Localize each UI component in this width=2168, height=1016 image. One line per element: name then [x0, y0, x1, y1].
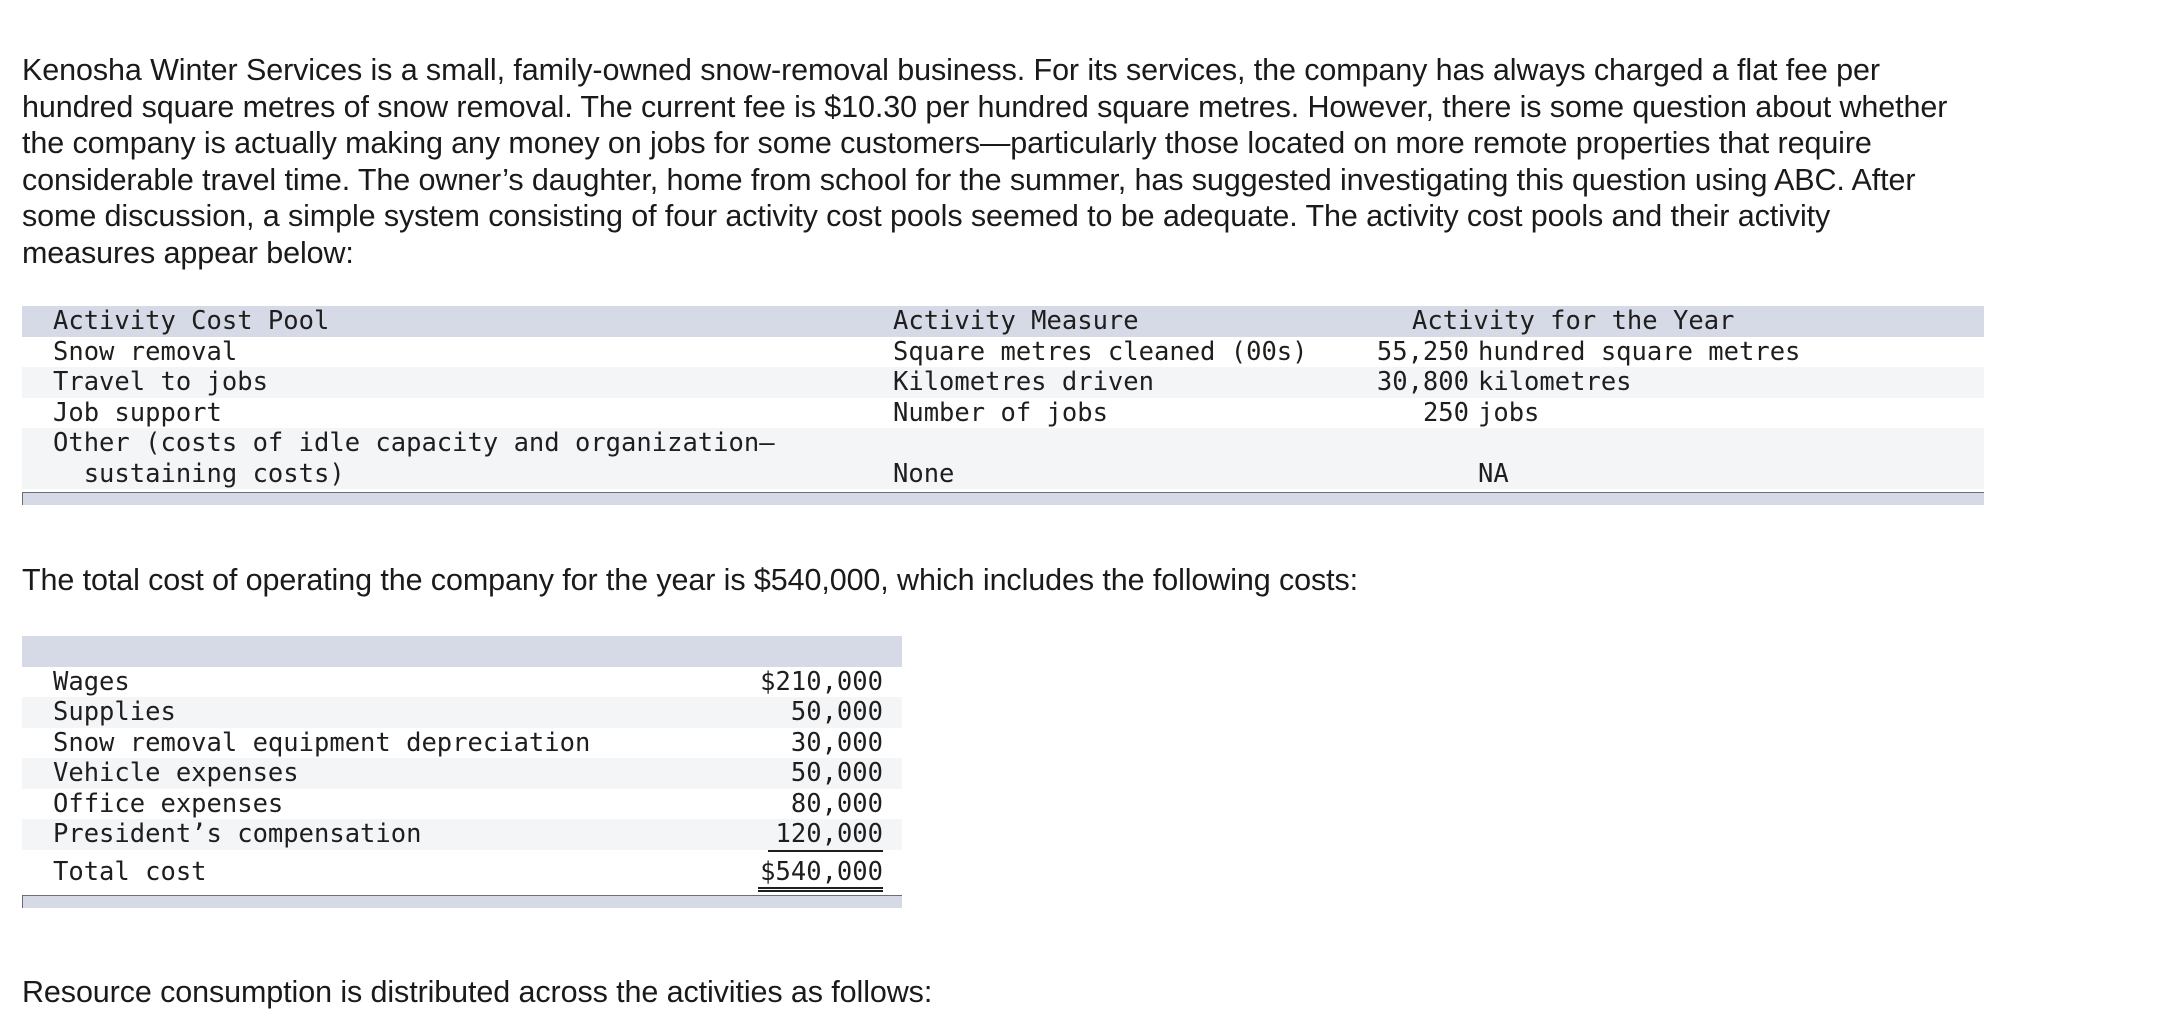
table-header-row	[22, 636, 902, 667]
table-row	[22, 337, 1984, 368]
activity-table	[22, 306, 1984, 489]
cost-value: 30,000	[790, 727, 883, 758]
activity-value: NA	[1478, 458, 1509, 489]
table-row	[22, 697, 902, 728]
cost-label: Office expenses	[53, 788, 284, 819]
pool-name: Travel to jobs	[53, 367, 268, 397]
table-row	[22, 398, 1984, 429]
pool-name: Job support	[53, 397, 222, 428]
table-row	[22, 728, 902, 759]
activity-measure: Square metres cleaned (00s)	[893, 336, 1308, 367]
table-footer-bar	[22, 492, 1984, 505]
activity-value: 55,250	[1376, 336, 1469, 367]
cost-value: $210,000	[760, 666, 883, 697]
total-value: $540,000	[758, 857, 883, 893]
pool-name: Snow removal	[53, 336, 238, 367]
total-label: Total cost	[53, 856, 207, 887]
cost-value: 120,000	[768, 819, 883, 852]
activity-measure: None	[893, 458, 955, 489]
cost-value: 80,000	[790, 788, 883, 819]
header-activity-for-year: Activity for the Year	[1412, 306, 1735, 336]
table-footer-bar	[22, 895, 902, 908]
cost-label: Vehicle expenses	[53, 758, 299, 788]
activity-value: 30,800	[1376, 367, 1469, 397]
table-row	[22, 367, 1984, 398]
header-activity-measure: Activity Measure	[893, 306, 1139, 336]
activity-unit: jobs	[1478, 397, 1540, 428]
table-row	[22, 428, 1984, 489]
total-row	[22, 850, 902, 888]
activity-unit: kilometres	[1478, 367, 1632, 397]
cost-value: 50,000	[790, 697, 883, 727]
resource-consumption-text: Resource consumption is distributed across the activities as follows:	[22, 975, 933, 1009]
table-row	[22, 819, 902, 850]
table-row	[22, 789, 902, 820]
cost-label: Wages	[53, 666, 130, 697]
pool-name-line1: Other (costs of idle capacity and organization–	[53, 428, 775, 458]
pool-name-line2: sustaining costs)	[53, 458, 345, 489]
table-row	[22, 758, 902, 789]
activity-measure: Number of jobs	[893, 397, 1108, 428]
table-header-row	[22, 306, 1984, 337]
cost-table	[22, 636, 902, 888]
table-row	[22, 667, 902, 698]
cost-label: Supplies	[53, 697, 176, 727]
activity-unit: hundred square metres	[1478, 336, 1801, 367]
cost-value: 50,000	[790, 758, 883, 788]
cost-label: Snow removal equipment depreciation	[53, 727, 591, 758]
cost-label: President’s compensation	[53, 819, 422, 849]
cost-intro-text: The total cost of operating the company for the year is $540,000, which includes the following costs:	[22, 563, 1359, 597]
activity-measure: Kilometres driven	[893, 367, 1154, 397]
header-activity-cost-pool: Activity Cost Pool	[53, 306, 330, 336]
intro-paragraph: Kenosha Winter Services is a small, family-owned snow-removal business. For its services, the company has always charged a flat fee per hundred square metres of snow removal. The current fee is $10.30 per hundred square metres. However, there is some question about whether the company is actually making any money on jobs for some customers—particularly those located on more remote properties that require considerable travel time. The owner’s daughter, home from school for the summer, has suggested investigating this question using ABC. After some discussion, a simple system consisting of four activity cost pools seemed to be adequate. The activity cost pools and their activity measures appear below:	[22, 53, 1948, 270]
activity-value: 250	[1422, 397, 1469, 428]
